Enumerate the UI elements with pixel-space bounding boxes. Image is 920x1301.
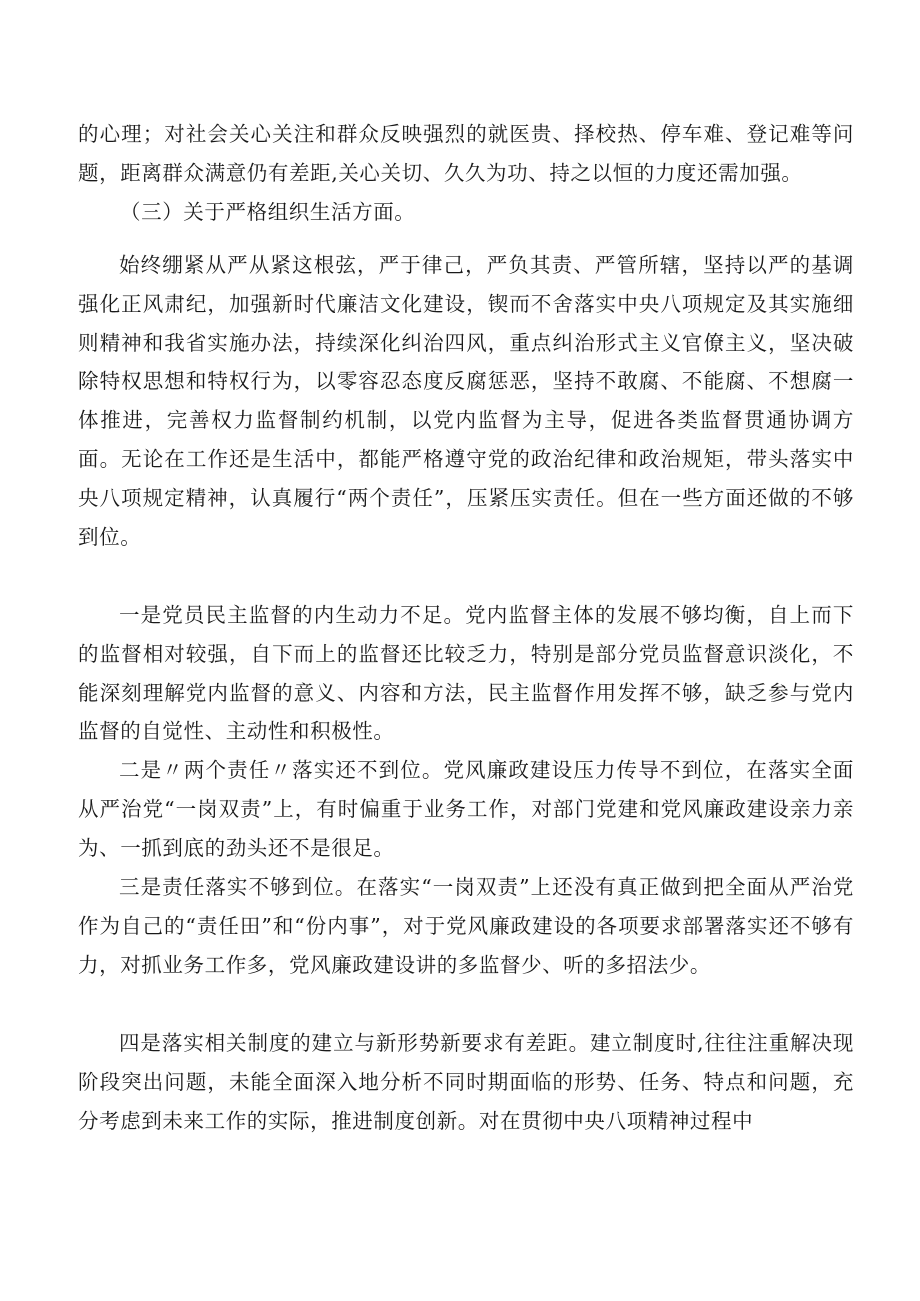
paragraph-point-one: 一是党员民主监督的内生动力不足。党内监督主体的发展不够均衡，自上而下的监督相对较强，自下而上的监督还比较乏力，特别是部分党员监督意识淡化，不能深刻理解党内监督的意义、内容和方法，民主监督作用发挥不够，缺乏参与党内监督的自觉性、主动性和积极性。 — [78, 603, 854, 744]
paragraph-strict-discipline: 始终绷紧从严从紧这根弦，严于律己，严负其责、严管所辖，坚持以严的基调强化正风肃纪，加强新时代廉洁文化建设，锲而不舍落实中央八项规定及其实施细则精神和我省实施办法，持续深化纠治四风，重点纠治形式主义官僚主义，坚决破除特权思想和特权行为，以零容忍态度反腐惩恶，坚持不敢腐、不能腐、不想腐一体推进，完善权力监督制约机制，以党内监督为主导，促进各类监督贯通协调方面。无论在工作还是生活中，都能严格遵守党的政治纪律和政治规矩，带头落实中央八项规定精神，认真履行“两个责任”，压紧压实责任。但在一些方面还做的不够到位。 — [78, 253, 854, 549]
paragraph-continuation: 的心理；对社会关心关注和群众反映强烈的就医贵、择校热、停车难、登记难等问题，距离群众满意仍有差距,关心关切、久久为功、持之以恒的力度还需加强。 — [78, 122, 854, 185]
section-heading: （三）关于严格组织生活方面。 — [120, 200, 416, 224]
paragraph-point-two: 二是〃两个责任〃落实还不到位。党风廉政建设压力传导不到位，在落实全面从严治党“一岗双责”上，有时偏重于业务工作，对部门党建和党风廉政建设亲力亲为、一抓到底的劲头还不是很足。 — [78, 758, 854, 860]
paragraph-point-four: 四是落实相关制度的建立与新形势新要求有差距。建立制度时,往往注重解决现阶段突出问题，未能全面深入地分析不同时期面临的形势、任务、特点和问题，充分考虑到未来工作的实际，推进制度创新。对在贯彻中央八项精神过程中 — [78, 1031, 854, 1133]
paragraph-point-three: 三是责任落实不够到位。在落实“一岗双责”上还没有真正做到把全面从严治党作为自己的“责任田”和“份内事”，对于党风廉政建设的各项要求部署落实还不够有力，对抓业务工作多，党风廉政建设讲的多监督少、听的多招法少。 — [78, 875, 854, 977]
